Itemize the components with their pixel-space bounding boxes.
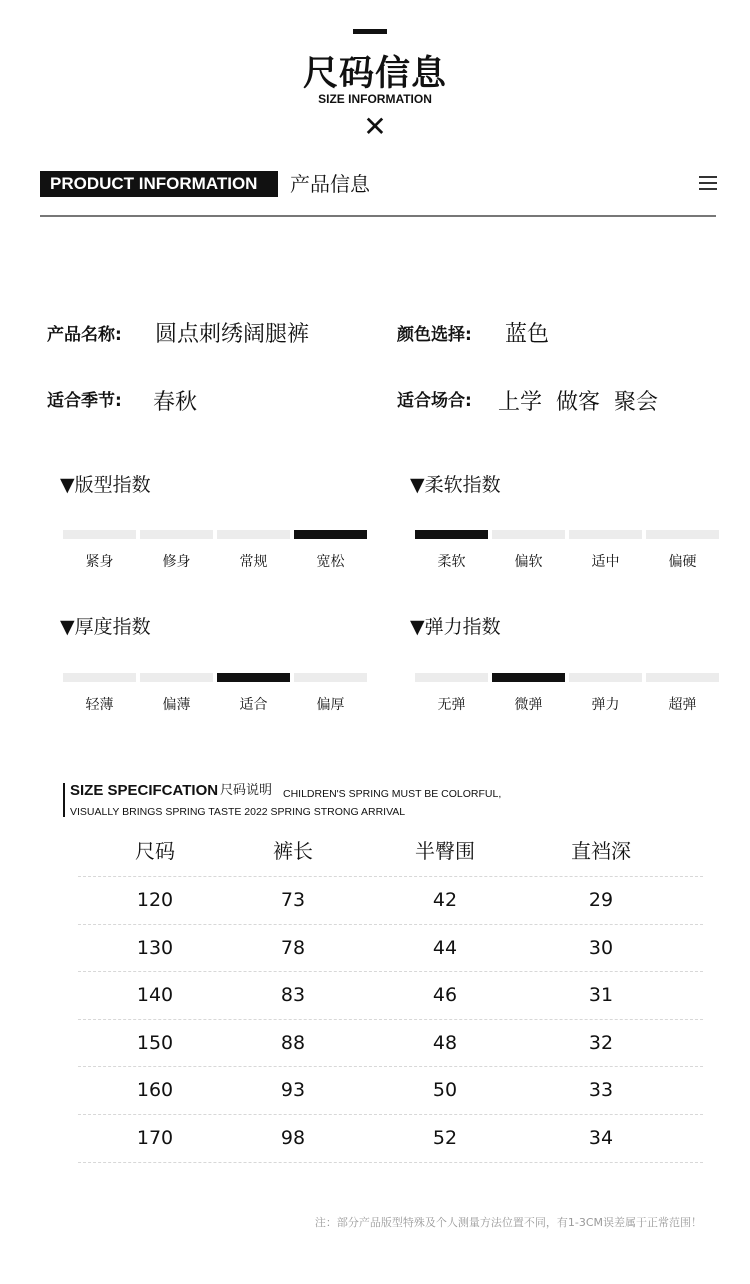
table-cell: 73	[280, 889, 306, 911]
table-cell: 32	[588, 1032, 614, 1054]
index-title: ▼厚度指数	[60, 616, 151, 638]
index-title: ▼版型指数	[60, 474, 151, 496]
spec-accent-line	[63, 783, 65, 817]
index-segment	[140, 530, 213, 539]
index-option-label: 无弹	[437, 697, 466, 713]
index-segment	[217, 530, 290, 539]
table-cell: 30	[588, 937, 614, 959]
table-row-divider	[78, 1019, 703, 1020]
table-header-cell: 直裆深	[571, 839, 631, 863]
index-segment-selected	[294, 530, 367, 539]
table-cell: 29	[588, 889, 614, 911]
index-option-label: 微弹	[514, 697, 543, 713]
size-spec-title: SIZE SPECIFCATION	[70, 782, 219, 799]
table-cell: 170	[136, 1127, 174, 1149]
table-cell: 33	[588, 1079, 614, 1101]
table-row-divider	[78, 1114, 703, 1115]
table-cell: 160	[136, 1079, 174, 1101]
table-header-cell: 裤长	[273, 839, 313, 863]
season-label: 适合季节:	[47, 391, 122, 411]
table-cell: 120	[136, 889, 174, 911]
table-row-divider	[78, 971, 703, 972]
index-option-label: 偏厚	[316, 697, 345, 713]
index-option-label: 适合	[239, 697, 268, 713]
index-option-label: 轻薄	[85, 697, 114, 713]
product-name-label: 产品名称:	[47, 325, 122, 345]
product-info-title: 产品信息	[290, 172, 370, 196]
size-spec-title-cn: 尺码说明	[220, 783, 273, 798]
index-segment	[646, 530, 719, 539]
table-cell: 31	[588, 984, 614, 1006]
table-header-cell: 尺码	[135, 839, 175, 863]
index-segment	[492, 530, 565, 539]
index-option-label: 紧身	[85, 554, 114, 570]
table-cell: 52	[432, 1127, 458, 1149]
table-cell: 42	[432, 889, 458, 911]
index-option-label: 超弹	[668, 697, 697, 713]
table-cell: 34	[588, 1127, 614, 1149]
index-segment	[140, 673, 213, 682]
occasion-label: 适合场合:	[397, 391, 472, 411]
header-top-bar	[353, 29, 387, 34]
index-option-label: 偏硬	[668, 554, 697, 570]
table-row-divider	[78, 1066, 703, 1067]
color-value: 蓝色	[505, 322, 550, 347]
table-cell: 150	[136, 1032, 174, 1054]
table-cell: 130	[136, 937, 174, 959]
page-title: 尺码信息	[302, 54, 447, 94]
index-segment-selected	[217, 673, 290, 682]
table-row-divider	[78, 1162, 703, 1163]
table-cell: 46	[432, 984, 458, 1006]
index-option-label: 偏软	[514, 554, 543, 570]
index-option-label: 修身	[162, 554, 191, 570]
page-subtitle: SIZE INFORMATION	[318, 92, 432, 106]
table-cell: 140	[136, 984, 174, 1006]
close-icon[interactable]: ✕	[363, 110, 387, 143]
index-segment	[646, 673, 719, 682]
color-label: 颜色选择:	[397, 325, 472, 345]
product-name-value: 圆点刺绣阔腿裤	[155, 322, 310, 347]
index-option-label: 柔软	[437, 554, 466, 570]
table-cell: 93	[280, 1079, 306, 1101]
index-option-label: 弹力	[591, 697, 620, 713]
product-info-badge: PRODUCT INFORMATION	[40, 171, 278, 197]
index-title: ▼弹力指数	[410, 616, 501, 638]
table-cell: 78	[280, 937, 306, 959]
table-cell: 83	[280, 984, 306, 1006]
table-row-divider	[78, 924, 703, 925]
table-cell: 88	[280, 1032, 306, 1054]
index-segment	[569, 673, 642, 682]
menu-icon[interactable]	[699, 176, 717, 192]
table-cell: 98	[280, 1127, 306, 1149]
footnote: 注：部分产品版型特殊及个人测量方法位置不同，有1-3CM误差属于正常范围！	[314, 1216, 702, 1229]
index-option-label: 常规	[239, 554, 268, 570]
index-segment	[63, 530, 136, 539]
occasion-value: 上学 做客 聚会	[498, 390, 658, 415]
index-segment-selected	[492, 673, 565, 682]
season-value: 春秋	[153, 390, 198, 415]
table-header-cell: 半臀围	[415, 839, 475, 863]
index-segment	[569, 530, 642, 539]
table-cell: 48	[432, 1032, 458, 1054]
index-title: ▼柔软指数	[410, 474, 501, 496]
table-cell: 50	[432, 1079, 458, 1101]
index-segment-selected	[415, 530, 488, 539]
section-divider	[40, 215, 716, 217]
index-segment	[415, 673, 488, 682]
index-option-label: 宽松	[316, 554, 345, 570]
table-row-divider	[78, 876, 703, 877]
index-option-label: 偏薄	[162, 697, 191, 713]
size-spec-desc-line1: CHILDREN'S SPRING MUST BE COLORFUL,	[283, 788, 502, 800]
index-segment	[294, 673, 367, 682]
index-option-label: 适中	[591, 554, 620, 570]
table-cell: 44	[432, 937, 458, 959]
size-spec-desc-line2: VISUALLY BRINGS SPRING TASTE 2022 SPRING STRONG ARRIVAL	[70, 806, 406, 818]
index-segment	[63, 673, 136, 682]
